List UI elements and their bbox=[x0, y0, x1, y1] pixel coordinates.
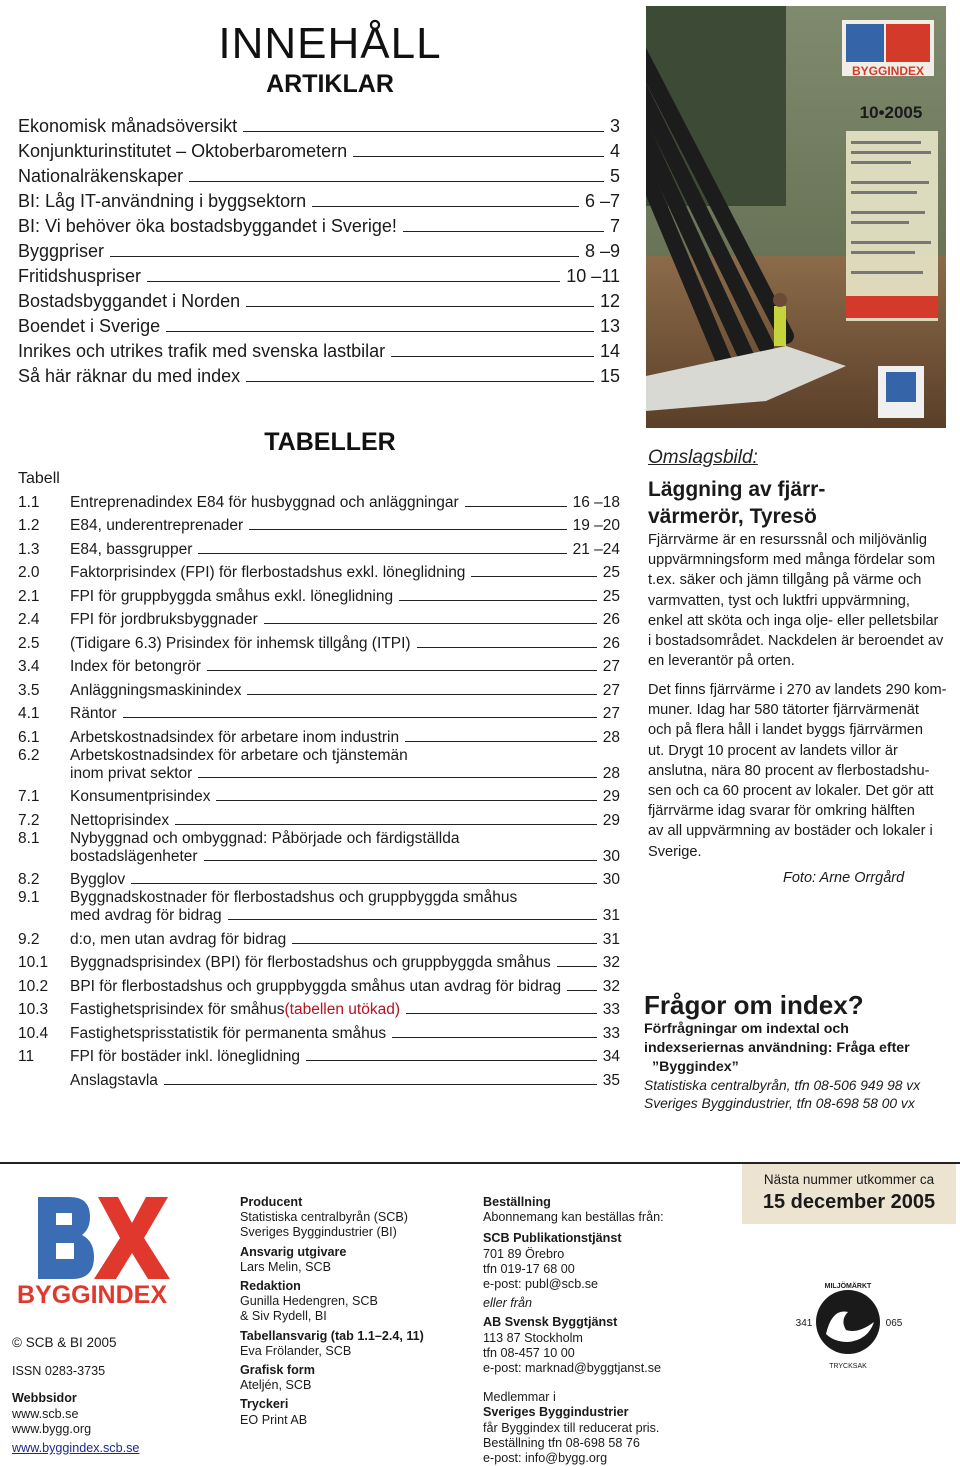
article-title: Ekonomisk månadsöversikt bbox=[18, 116, 238, 136]
order-contact-name: AB Svensk Byggtjänst bbox=[483, 1315, 618, 1330]
caption-line: t.ex. säker och jämn tillgång på värme och bbox=[648, 572, 922, 589]
table-title: FPI för bostäder inkl. löneglidning bbox=[70, 1048, 301, 1065]
article-row[interactable] bbox=[18, 262, 620, 287]
credit-label: Ansvarig utgivare bbox=[240, 1244, 347, 1259]
article-title: Nationalräkenskaper bbox=[18, 166, 184, 186]
table-number: 7.1 bbox=[18, 788, 40, 805]
article-row[interactable] bbox=[18, 162, 620, 187]
swan-top-text: MILJÖMÄRKT bbox=[824, 1283, 872, 1290]
page-title: INNEHÅLL bbox=[218, 19, 442, 68]
table-title: Index för betongrör bbox=[70, 658, 201, 675]
table-row[interactable] bbox=[18, 747, 620, 783]
caption-line: anslutna, nära 80 procent av flerbostadshu- bbox=[648, 762, 930, 779]
table-row[interactable] bbox=[18, 972, 620, 996]
footer-publisher-info bbox=[12, 1335, 212, 1456]
table-row[interactable] bbox=[18, 723, 620, 747]
caption-line: Sverige. bbox=[648, 843, 702, 860]
credit-value: Eva Frölander, SCB bbox=[240, 1343, 352, 1358]
caption-line: Fjärrvärme är en resurssnål och miljövänlig bbox=[648, 532, 927, 548]
caption-line: uppvärmningsform med många fördelar som bbox=[648, 552, 936, 569]
table-number: 9.1 bbox=[18, 889, 40, 906]
table-number: 3.4 bbox=[18, 658, 40, 675]
table-title: Arbetskostnadsindex för arbetare inom industrin bbox=[70, 728, 400, 746]
caption-paragraph bbox=[648, 680, 950, 862]
article-title: Konjunkturinstitutet – Oktoberbarometern bbox=[18, 141, 348, 161]
leader-line bbox=[207, 670, 597, 671]
article-row[interactable] bbox=[18, 287, 620, 312]
logo-x-block bbox=[886, 24, 930, 62]
table-page: 25 bbox=[602, 587, 620, 605]
swan-left-number: 341 bbox=[795, 1318, 813, 1329]
table-title: FPI för gruppbyggda småhus exkl. löneglidning bbox=[70, 587, 394, 605]
table-page: 29 bbox=[602, 788, 620, 805]
caption-line: och på flera håll i landet byggs fjärrvärmen bbox=[648, 722, 923, 739]
article-row[interactable] bbox=[18, 112, 620, 137]
table-title: Entreprenadindex E84 för husbyggnad och anläggningar bbox=[70, 493, 459, 511]
article-page: 14 bbox=[599, 341, 620, 361]
member-text: Beställning tfn 08-698 58 76 bbox=[483, 1435, 640, 1450]
leader-line bbox=[392, 1037, 597, 1038]
leader-line bbox=[399, 600, 597, 601]
table-title: Fastighetsprisindex för småhus bbox=[70, 1001, 285, 1018]
article-row[interactable] bbox=[18, 337, 620, 362]
leader-line bbox=[246, 306, 594, 307]
next-issue-box bbox=[742, 1164, 956, 1224]
tables-column-label: Tabell bbox=[18, 470, 60, 487]
table-row[interactable] bbox=[18, 866, 620, 890]
next-issue-label: Nästa nummer utkommer ca bbox=[763, 1172, 935, 1187]
table-number: 2.0 bbox=[18, 564, 40, 581]
caption-line: sen och ca 60 procent av lokaler. Det gör att bbox=[648, 783, 934, 800]
article-title: BI: Vi behöver öka bostadsbyggandet i Sverige! bbox=[18, 216, 397, 236]
footer-credits bbox=[240, 1195, 460, 1428]
table-page: 34 bbox=[602, 1048, 620, 1065]
leader-line bbox=[189, 181, 604, 182]
leader-line bbox=[465, 506, 567, 507]
table-row[interactable] bbox=[18, 582, 620, 606]
table-title: Arbetskostnadsindex för arbetare och tjänstemän bbox=[70, 746, 408, 764]
credit-value: Sveriges Byggindustrier (BI) bbox=[240, 1225, 397, 1240]
caption-line: varmvatten, tyst och luktfri uppvärmning, bbox=[648, 592, 910, 609]
article-title: BI: Låg IT-användning i byggsektorn bbox=[18, 191, 307, 211]
table-page: 27 bbox=[602, 705, 620, 722]
table-number: 3.5 bbox=[18, 681, 40, 699]
table-page: 33 bbox=[602, 1001, 620, 1018]
article-page: 12 bbox=[599, 291, 620, 311]
website-link[interactable]: www.byggindex.scb.se bbox=[12, 1441, 140, 1456]
table-number: 1.2 bbox=[18, 517, 40, 534]
table-title: Nettoprisindex bbox=[70, 811, 170, 829]
article-page: 15 bbox=[599, 366, 620, 386]
table-title-continued: med avdrag för bidrag bbox=[70, 907, 222, 924]
swan-circle bbox=[816, 1290, 880, 1354]
table-page: 32 bbox=[602, 954, 620, 971]
credit-label: Producent bbox=[240, 1195, 303, 1209]
article-page: 4 bbox=[609, 141, 620, 161]
article-page: 6 –7 bbox=[584, 191, 620, 211]
order-or-from: eller från bbox=[483, 1296, 532, 1311]
leader-line bbox=[567, 990, 597, 991]
table-title: Nybyggnad och ombyggnad: Påbörjade och färdigställda bbox=[70, 829, 460, 847]
footer-ordering bbox=[483, 1195, 713, 1466]
table-number: 2.4 bbox=[18, 611, 40, 628]
leader-line bbox=[312, 206, 579, 207]
caption-line: en leverantör på orten. bbox=[648, 653, 795, 670]
issn: ISSN 0283-3735 bbox=[12, 1364, 106, 1379]
swan-right-number: 065 bbox=[885, 1318, 903, 1329]
leader-line bbox=[198, 553, 566, 554]
credit-value: Ateljén, SCB bbox=[240, 1378, 312, 1393]
table-title-note: (tabellen utökad) bbox=[284, 1001, 400, 1018]
table-row[interactable] bbox=[18, 1066, 620, 1090]
articles-list bbox=[18, 112, 620, 387]
table-title: Byggnadsprisindex (BPI) för flerbostadshus och gruppbyggda småhus bbox=[70, 954, 551, 971]
table-page: 33 bbox=[602, 1024, 620, 1042]
leader-line bbox=[403, 231, 604, 232]
table-number: 10.2 bbox=[18, 977, 49, 995]
table-row[interactable] bbox=[18, 806, 620, 830]
table-page: 26 bbox=[602, 634, 620, 652]
order-email[interactable]: e-post: publ@scb.se bbox=[483, 1277, 598, 1292]
leader-line bbox=[417, 647, 597, 648]
table-title: Byggnadskostnader för flerbostadshus och gruppbyggda småhus bbox=[70, 889, 518, 906]
leader-line bbox=[243, 131, 604, 132]
leader-line bbox=[131, 883, 597, 884]
leader-line bbox=[353, 156, 604, 157]
leader-line bbox=[123, 717, 597, 718]
table-row[interactable] bbox=[18, 653, 620, 677]
table-row[interactable] bbox=[18, 512, 620, 536]
table-page: 21 –24 bbox=[572, 540, 620, 558]
table-page: 19 –20 bbox=[572, 517, 620, 534]
leader-line bbox=[147, 281, 560, 282]
caption-line: av all uppvärmning av bostäder och lokaler i bbox=[648, 823, 933, 840]
member-org: Sveriges Byggindustrier bbox=[483, 1405, 629, 1420]
table-row[interactable] bbox=[18, 889, 620, 925]
articles-heading: ARTIKLAR bbox=[266, 70, 394, 98]
table-page: 28 bbox=[602, 764, 620, 782]
table-page: 16 –18 bbox=[572, 493, 620, 511]
table-row[interactable] bbox=[18, 783, 620, 807]
table-number: 2.1 bbox=[18, 587, 40, 605]
table-page: 35 bbox=[602, 1071, 620, 1089]
table-number: 4.1 bbox=[18, 705, 40, 722]
article-page: 7 bbox=[609, 216, 620, 236]
leader-line bbox=[557, 966, 597, 967]
websites-label: Webbsidor bbox=[12, 1391, 77, 1406]
table-page: 27 bbox=[602, 658, 620, 675]
table-page: 31 bbox=[602, 907, 620, 924]
leader-line bbox=[471, 576, 596, 577]
article-page: 5 bbox=[609, 166, 620, 186]
leader-line bbox=[249, 529, 566, 530]
caption-line: fjärrvärme idag svarar för omkring hälften bbox=[648, 803, 915, 820]
table-title: Fastighetsprisstatistik för permanenta småhus bbox=[70, 1024, 387, 1042]
website-link[interactable]: www.bygg.org bbox=[12, 1421, 92, 1436]
leader-line bbox=[391, 356, 594, 357]
table-title: Anslagstavla bbox=[70, 1071, 158, 1089]
leader-line bbox=[292, 943, 596, 944]
table-title: Räntor bbox=[70, 705, 117, 722]
table-row[interactable] bbox=[18, 996, 620, 1020]
swan-bottom-text: TRYCKSAK bbox=[829, 1363, 867, 1370]
table-title-continued: bostadslägenheter bbox=[70, 847, 198, 865]
next-issue-date: 15 december 2005 bbox=[762, 1191, 936, 1213]
faq-line: indexseriernas användning: Fråga efter bbox=[644, 1040, 910, 1056]
article-row[interactable] bbox=[18, 212, 620, 237]
table-title: BPI för flerbostadshus och gruppbyggda småhus utan avdrag för bidrag bbox=[70, 977, 562, 995]
credit-label: Redaktion bbox=[240, 1279, 301, 1294]
table-number: 10.4 bbox=[18, 1024, 49, 1042]
table-row[interactable] bbox=[18, 535, 620, 559]
article-page: 13 bbox=[599, 316, 620, 336]
article-title: Bostadsbyggandet i Norden bbox=[18, 291, 241, 311]
article-row[interactable] bbox=[18, 362, 620, 387]
leader-line bbox=[216, 800, 596, 801]
table-page: 31 bbox=[602, 930, 620, 948]
cover-photo-illustration bbox=[646, 6, 946, 428]
order-label: Beställning bbox=[483, 1195, 551, 1209]
cover-issue: 10•2005 bbox=[859, 103, 923, 122]
order-address: 113 87 Stockholm bbox=[483, 1330, 583, 1345]
byggindex-logo bbox=[12, 1195, 172, 1310]
table-page: 32 bbox=[602, 977, 620, 995]
leader-line bbox=[166, 331, 594, 332]
leader-line bbox=[306, 1060, 597, 1061]
leader-line bbox=[228, 919, 597, 920]
table-title: d:o, men utan avdrag för bidrag bbox=[70, 930, 287, 948]
faq-title: Frågor om index? bbox=[644, 990, 864, 1020]
credit-value: Statistiska centralbyrån (SCB) bbox=[240, 1210, 408, 1225]
order-phone: tfn 019-17 68 00 bbox=[483, 1261, 575, 1276]
table-number: 1.3 bbox=[18, 540, 40, 558]
cover-logo-text: BYGGINDEX bbox=[851, 64, 925, 78]
credit-label: Grafisk form bbox=[240, 1363, 315, 1378]
article-title: Inrikes och utrikes trafik med svenska lastbilar bbox=[18, 341, 386, 361]
article-row[interactable] bbox=[18, 187, 620, 212]
caption-line: Det finns fjärrvärme i 270 av landets 290 kom- bbox=[648, 682, 947, 698]
caption-line: ut. Drygt 10 procent av landets villor är bbox=[648, 742, 898, 759]
member-text: får Byggindex till reducerat pris. bbox=[483, 1420, 660, 1435]
leader-line bbox=[198, 777, 596, 778]
credit-value: Lars Melin, SCB bbox=[240, 1259, 331, 1274]
logo-b-block bbox=[846, 24, 884, 62]
article-page: 3 bbox=[609, 116, 620, 136]
table-row[interactable] bbox=[18, 1019, 620, 1043]
member-text: Medlemmar i bbox=[483, 1390, 556, 1405]
table-number: 8.2 bbox=[18, 871, 40, 888]
table-row[interactable] bbox=[18, 488, 620, 512]
credit-value: EO Print AB bbox=[240, 1412, 308, 1427]
table-title: E84, bassgrupper bbox=[70, 540, 193, 558]
table-number: 10.3 bbox=[18, 1001, 49, 1018]
order-contact-name: SCB Publikationstjänst bbox=[483, 1231, 622, 1246]
caption-line: muner. Idag har 580 tätorter fjärrvärmenät bbox=[648, 702, 919, 719]
swan-ecolabel bbox=[788, 1278, 908, 1378]
caption-title-line: Läggning av fjärr- bbox=[648, 478, 826, 501]
table-title: (Tidigare 6.3) Prisindex för inhemsk tillgång (ITPI) bbox=[70, 634, 411, 652]
table-row[interactable] bbox=[18, 830, 620, 866]
faq-contact-scb: Statistiska centralbyrån, tfn 08-506 949 98 vx bbox=[644, 1078, 921, 1093]
table-row[interactable] bbox=[18, 949, 620, 973]
credit-value: Gunilla Hedengren, SCB bbox=[240, 1294, 378, 1309]
faq-line: ”Byggindex” bbox=[652, 1059, 739, 1075]
credit-label: Tabellansvarig (tab 1.1–2.4, 11) bbox=[240, 1328, 424, 1343]
member-email[interactable]: e-post: info@bygg.org bbox=[483, 1451, 608, 1466]
credit-label: Tryckeri bbox=[240, 1397, 289, 1412]
order-email[interactable]: e-post: marknad@byggtjanst.se bbox=[483, 1361, 661, 1376]
article-title: Boendet i Sverige bbox=[18, 316, 161, 336]
credit-value: & Siv Rydell, BI bbox=[240, 1309, 327, 1324]
copyright: © SCB & BI 2005 bbox=[12, 1335, 117, 1350]
table-title: FPI för jordbruksbyggnader bbox=[70, 611, 258, 628]
order-address: 701 89 Örebro bbox=[483, 1246, 565, 1261]
article-row[interactable] bbox=[18, 237, 620, 262]
leader-line bbox=[405, 741, 597, 742]
table-row[interactable] bbox=[18, 559, 620, 583]
table-page: 30 bbox=[602, 847, 620, 865]
article-title: Fritidshuspriser bbox=[18, 266, 142, 286]
table-number: 8.1 bbox=[18, 829, 40, 847]
table-row[interactable] bbox=[18, 925, 620, 949]
cover-caption-label: Omslagsbild: bbox=[648, 447, 758, 468]
leader-line bbox=[110, 256, 579, 257]
table-number: 7.2 bbox=[18, 811, 40, 829]
table-number: 1.1 bbox=[18, 493, 40, 511]
website-link[interactable]: www.scb.se bbox=[12, 1406, 79, 1421]
order-phone: tfn 08-457 10 00 bbox=[483, 1345, 575, 1360]
faq-contact-bi: Sveriges Byggindustrier, tfn 08-698 58 00 vx bbox=[644, 1096, 915, 1111]
leader-line bbox=[247, 694, 596, 695]
table-page: 27 bbox=[602, 681, 620, 699]
article-row[interactable] bbox=[18, 312, 620, 337]
leader-line bbox=[204, 860, 597, 861]
table-title: E84, underentreprenader bbox=[70, 517, 244, 534]
table-number: 2.5 bbox=[18, 634, 40, 652]
table-page: 25 bbox=[602, 564, 620, 581]
table-title-continued: inom privat sektor bbox=[70, 764, 193, 782]
table-row[interactable] bbox=[18, 700, 620, 724]
leader-line bbox=[246, 381, 594, 382]
photo-credit: Foto: Arne Orrgård bbox=[783, 870, 905, 886]
table-row[interactable] bbox=[18, 629, 620, 653]
order-text: Abonnemang kan beställas från: bbox=[483, 1210, 664, 1225]
table-row[interactable] bbox=[18, 1043, 620, 1067]
caption-title-line: värmerör, Tyresö bbox=[648, 505, 817, 528]
leader-line bbox=[264, 623, 597, 624]
table-title: Konsumentprisindex bbox=[70, 788, 211, 805]
table-title: Faktorprisindex (FPI) för flerbostadshus exkl. löneglidning bbox=[70, 564, 466, 581]
leader-line bbox=[406, 1013, 597, 1014]
faq-line: Förfrågningar om indextal och bbox=[644, 1021, 849, 1037]
table-number: 10.1 bbox=[18, 954, 49, 971]
table-row[interactable] bbox=[18, 606, 620, 630]
faq-text bbox=[644, 1020, 944, 1077]
table-number: 9.2 bbox=[18, 930, 40, 948]
table-page: 28 bbox=[602, 728, 620, 746]
caption-line: enkel att sköta och inga olje- eller pelletsbilar bbox=[648, 612, 939, 629]
article-page: 8 –9 bbox=[584, 241, 620, 261]
tables-list bbox=[18, 466, 620, 1090]
article-page: 10 –11 bbox=[566, 266, 620, 286]
cover-caption-title bbox=[648, 476, 948, 530]
article-title: Byggpriser bbox=[18, 241, 105, 261]
table-title: Anläggningsmaskinindex bbox=[70, 681, 242, 699]
article-row[interactable] bbox=[18, 137, 620, 162]
leader-line bbox=[164, 1084, 597, 1085]
footer-logo-text: BYGGINDEX bbox=[16, 1281, 168, 1309]
table-number: 6.1 bbox=[18, 728, 40, 746]
table-number: 11 bbox=[18, 1048, 35, 1065]
tables-heading: TABELLER bbox=[264, 428, 396, 456]
caption-paragraph bbox=[648, 530, 950, 671]
table-page: 29 bbox=[602, 811, 620, 829]
table-page: 30 bbox=[602, 871, 620, 888]
cover-image bbox=[646, 6, 946, 428]
caption-line: i bostadsområdet. Nackdelen är beroendet av bbox=[648, 633, 944, 650]
leader-line bbox=[175, 824, 597, 825]
table-title: Bygglov bbox=[70, 871, 126, 888]
table-row[interactable] bbox=[18, 676, 620, 700]
table-number: 6.2 bbox=[18, 746, 40, 764]
article-title: Så här räknar du med index bbox=[18, 366, 241, 386]
table-page: 26 bbox=[602, 611, 620, 628]
